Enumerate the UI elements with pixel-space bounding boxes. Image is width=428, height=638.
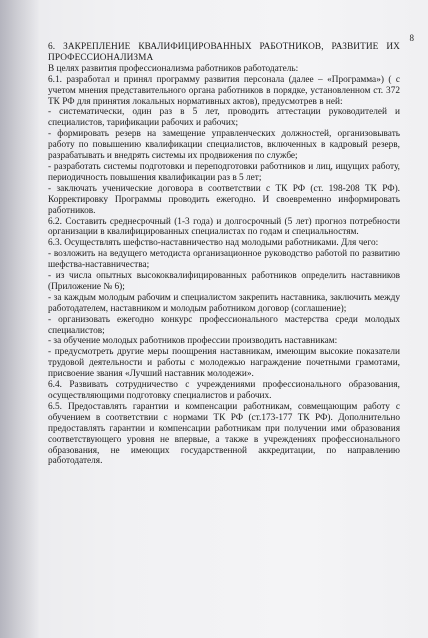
section-heading: 6. ЗАКРЕПЛЕНИЕ КВАЛИФИЦИРОВАННЫХ РАБОТНИКОВ, РАЗВИТИЕ ИХ ПРОФЕССИОНАЛИЗМА	[48, 42, 400, 63]
paragraph: В целях развития профессионализма работников работодатель:	[48, 63, 299, 74]
page-shadow	[0, 0, 40, 638]
paragraph: 6.2. Составить среднесрочный (1-3 года) и долгосрочный (5 лет) прогноз потребности организации в квалифицированных специалистах по годам и специальностям.	[48, 216, 400, 238]
paragraph: - возложить на ведущего методиста организационное руководство работой по развитию шефства-наставничества;	[48, 249, 400, 271]
paragraph: - из числа опытных высококвалифицированных работников определить наставников (Приложение № 6);	[48, 271, 400, 292]
page-number: 8	[409, 33, 414, 43]
paragraph: - организовать ежегодно конкурс профессионального мастерства среди молодых специалистов;	[48, 314, 400, 336]
paragraph: - за обучение молодых работников профессии производить наставникам:	[48, 336, 338, 347]
paragraph: - разработать системы подготовки и переподготовки работников и лиц, ищущих работу, периодичность повышения квалификации раз в 5 лет;	[48, 161, 400, 183]
paragraph: 6.1. разработал и принял программу развития персонала (далее – «Программа») ( с учетом мнения представительного органа работников в порядке, установленном ст. 372 ТК РФ для принятия локальных нормативных актов), предусмотрев в ней:	[48, 74, 400, 107]
paragraph: 6.4. Развивать сотрудничество с учреждениями профессионального образования, осуществляющими подготовку специалистов и рабочих.	[48, 380, 400, 401]
paragraph: 6.5. Предоставлять гарантии и компенсации работникам, совмещающим работу с обучением в соответствии с нормами ТК РФ (ст.173-177 ТК РФ). Дополнительно предоставлять гарантии и компенсации работникам при получении ими образования соответствующего уровня не впервые, а также в учреждениях профессионального образования, не имеющих государственной аккредитации, по направлению работодателя.	[48, 401, 400, 467]
document-body	[48, 42, 400, 467]
paragraph: - за каждым молодым рабочим и специалистом закрепить наставника, заключить между работодателем, наставником и молодым работником договор (соглашение);	[48, 292, 400, 314]
paragraph: - систематически, один раз в 5 лет, проводить аттестации руководителей и специалистов, тарификации рабочих и рабочих;	[48, 107, 400, 129]
paragraph: - формировать резерв на замещение управленческих должностей, организовывать работу по повышению квалификации специалистов, включенных в кадровый резерв, разрабатывать и внедрять системы их продвижения по службе;	[48, 129, 400, 162]
paragraph: 6.3. Осуществлять шефство-наставничество над молодыми работниками. Для чего:	[48, 238, 379, 249]
paragraph: - заключать ученические договора в соответствии с ТК РФ (ст. 198-208 ТК РФ). Корректировку Программы проводить ежегодно. И своевременно информировать работников.	[48, 183, 400, 216]
paragraph: - предусмотреть другие меры поощрения наставникам, имеющим высокие показатели трудовой деятельности и работы с молодежью награждение почетными грамотами, присвоение звания «Лучший наставник молодежи».	[48, 347, 400, 380]
